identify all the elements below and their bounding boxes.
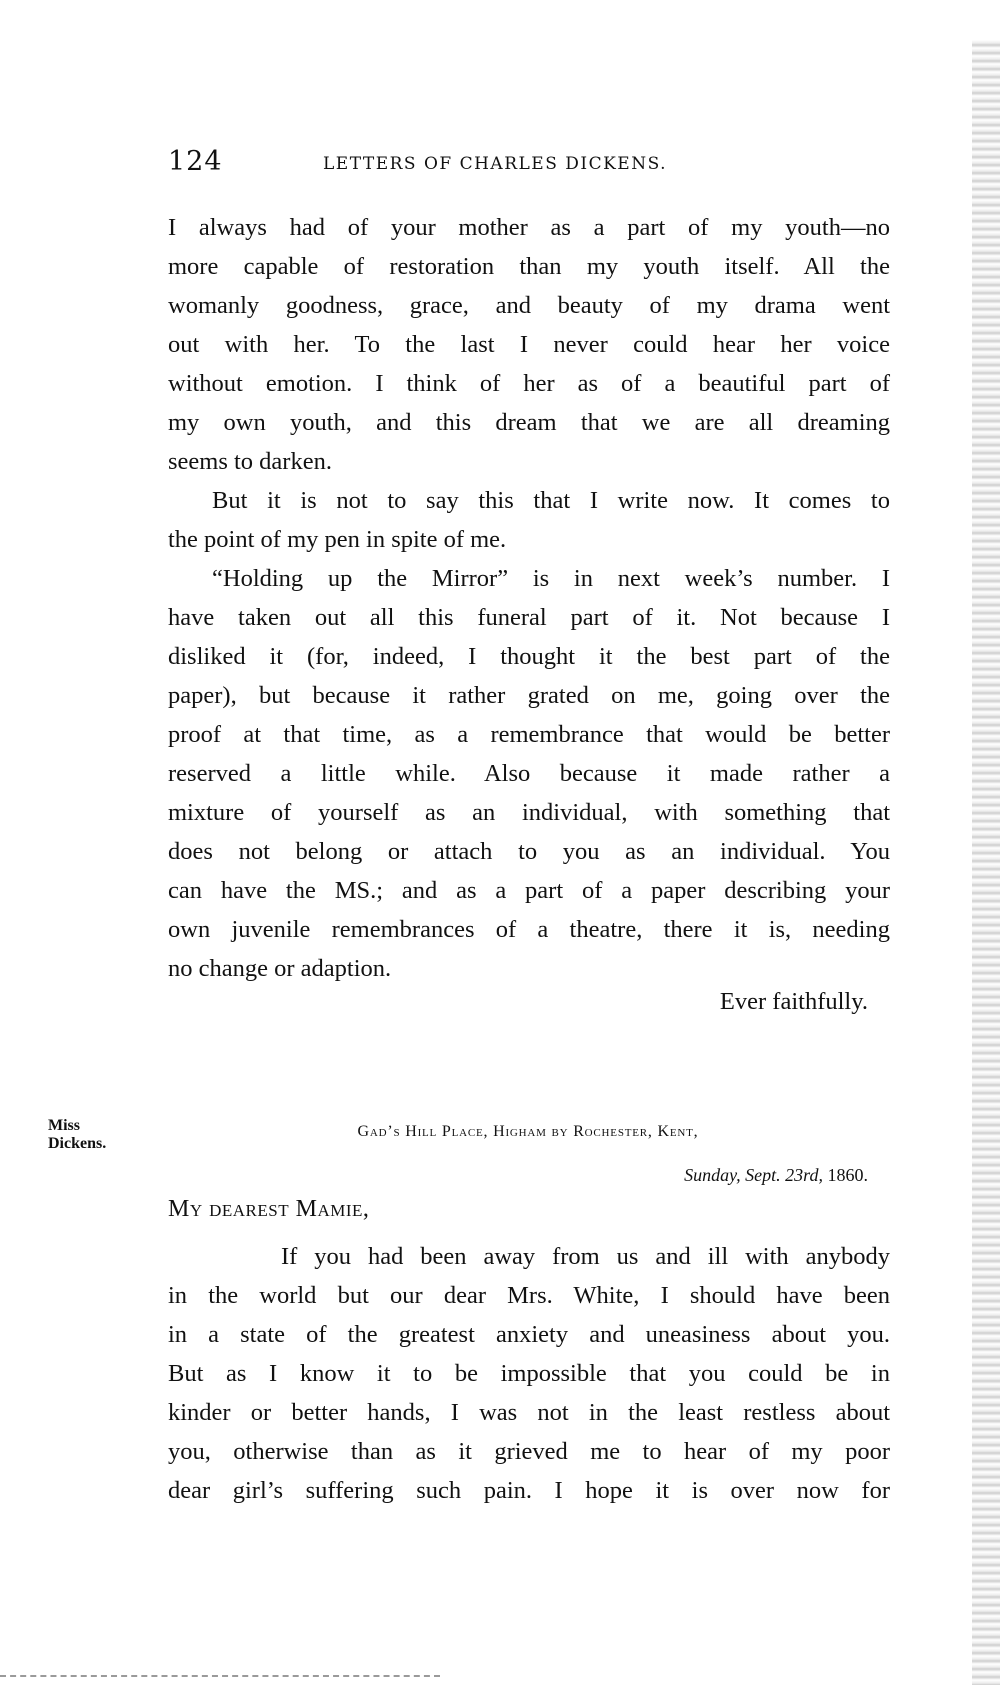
page-edge-shadow	[972, 40, 1000, 1685]
text-line: If you had been away from us and ill with anybody	[281, 1243, 890, 1270]
paragraph-1	[168, 208, 890, 481]
page-header	[168, 146, 888, 186]
text-line: my own youth, and this dream that we are all dreaming	[168, 409, 890, 436]
text-line: womanly goodness, grace, and beauty of my drama went	[168, 292, 890, 319]
text-line: But it is not to say this that I write now. It comes to	[212, 487, 890, 514]
bottom-scan-artifact	[0, 1675, 440, 1677]
text-line: seems to darken.	[168, 448, 332, 475]
margin-note	[48, 1117, 106, 1153]
text-line: proof at that time, as a remembrance that would be better	[168, 721, 890, 748]
text-line: can have the MS.; and as a part of a paper describing your	[168, 877, 890, 904]
text-line: more capable of restoration than my youth itself. All the	[168, 253, 890, 280]
paragraph-3	[168, 559, 890, 988]
text-line: out with her. To the last I never could hear her voice	[168, 331, 890, 358]
text-line: you, otherwise than as it grieved me to hear of my poor	[168, 1438, 890, 1465]
text-line: own juvenile remembrances of a theatre, there it is, needing	[168, 916, 890, 943]
text-line: But as I know it to be impossible that you could be in	[168, 1360, 890, 1387]
text-line: I always had of your mother as a part of my youth—no	[168, 214, 890, 241]
text-line: paper), but because it rather grated on me, going over the	[168, 682, 890, 709]
text-line: does not belong or attach to you as an individual. You	[168, 838, 890, 865]
letter-body	[168, 1237, 890, 1510]
text-line: dear girl’s suffering such pain. I hope it is over now for	[168, 1477, 890, 1504]
page-number: 124	[168, 146, 223, 177]
letter-address	[168, 1123, 888, 1141]
text-line: without emotion. I think of her as of a beautiful part of	[168, 370, 890, 397]
paragraph-2	[168, 481, 890, 559]
date-day: Sunday, Sept. 23rd,	[684, 1165, 823, 1185]
text-line: mixture of yourself as an individual, with something that	[168, 799, 890, 826]
date-year: 1860.	[827, 1165, 868, 1185]
text-line: no change or adaption.	[168, 955, 392, 982]
text-line: in the world but our dear Mrs. White, I should have been	[168, 1282, 890, 1309]
closing-signoff: Ever faithfully.	[719, 988, 868, 1015]
letter-date	[684, 1165, 868, 1186]
text-line: in a state of the greatest anxiety and uneasiness about you.	[168, 1321, 890, 1348]
margin-note-line: Dickens.	[48, 1135, 107, 1152]
salutation: My dearest Mamie,	[168, 1196, 370, 1222]
text-line: “Holding up the Mirror” is in next week’s number. I	[212, 565, 890, 592]
text-line: the point of my pen in spite of me.	[168, 526, 507, 553]
text-line: disliked it (for, indeed, I thought it the best part of the	[168, 643, 890, 670]
text-line: have taken out all this funeral part of it. Not because I	[168, 604, 890, 631]
address-text: Gad’s Hill Place, Higham by Rochester, Kent,	[357, 1123, 699, 1140]
text-line: reserved a little while. Also because it made rather a	[168, 760, 890, 787]
running-title: LETTERS OF CHARLES DICKENS.	[323, 154, 668, 174]
margin-note-line: Miss	[48, 1117, 80, 1134]
text-line: kinder or better hands, I was not in the least restless about	[168, 1399, 890, 1426]
